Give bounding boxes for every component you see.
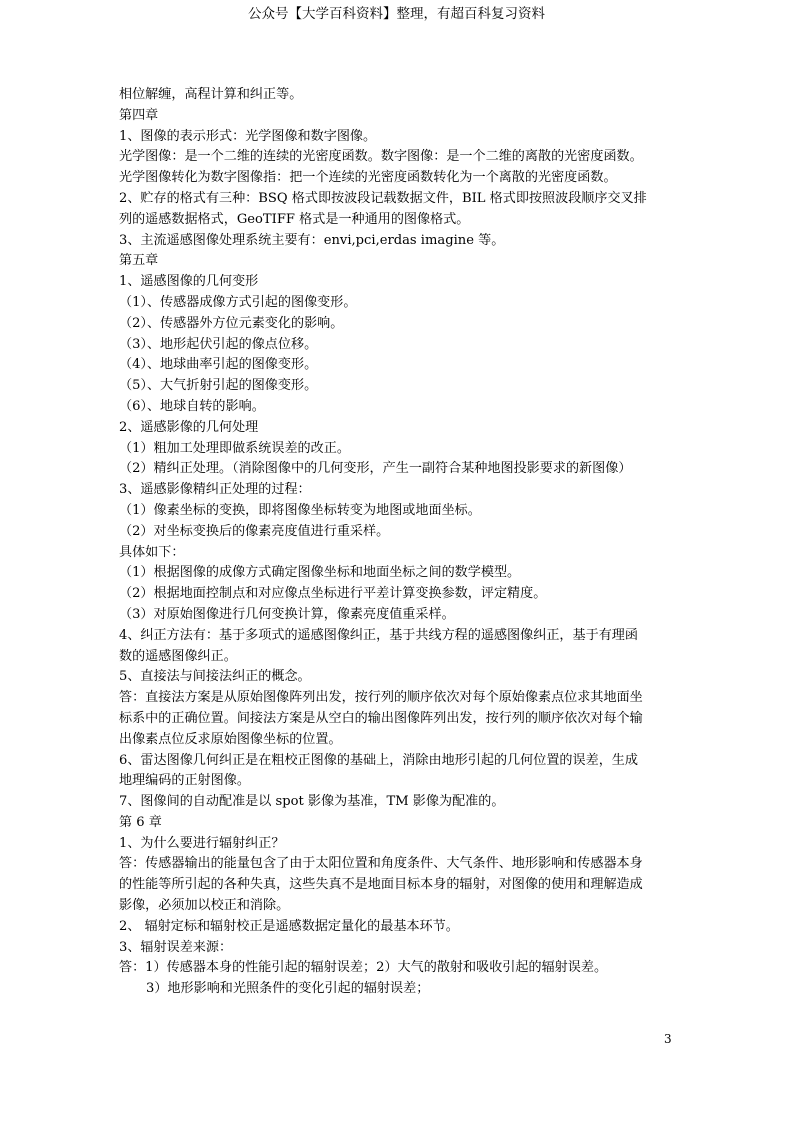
text-line: 2、贮存的格式有三种：BSQ 格式即按波段记载数据文件，BIL 格式即按照波段顺序交叉排 (119, 190, 647, 206)
text-line: 相位解缠，高程计算和纠正等。 (119, 87, 303, 102)
text-line: （2）、传感器外方位元素变化的影响。 (119, 315, 344, 331)
text-line: （1）粗加工处理即做系统误差的改正。 (119, 440, 350, 456)
text-line: 出像素点位反求原始图像坐标的位置。 (119, 731, 342, 747)
chapter-heading: 第四章 (119, 107, 159, 123)
text-line: （2）对坐标变换后的像素亮度值进行重采样。 (119, 523, 390, 539)
chapter-heading: 第五章 (119, 253, 159, 269)
text-line: 的性能等所引起的各种失真，这些失真不是地面目标本身的辐射，对图像的使用和理解造成 (119, 877, 643, 893)
text-line: （1）、传感器成像方式引起的图像变形。 (119, 294, 357, 310)
text-line: 5、直接法与间接法纠正的概念。 (119, 669, 311, 685)
text-line: 4、纠正方法有：基于多项式的遥感图像纠正，基于共线方程的遥感图像纠正，基于有理函 (119, 627, 638, 643)
text-line: 3、遥感影像精纠正处理的过程： (119, 482, 311, 498)
text-line: （3）对原始图像进行几何变换计算，像素亮度值重采样。 (119, 606, 455, 622)
text-line: （2）精纠正处理。（消除图像中的几何变形，产生一副符合某种地图投影要求的新图像） (119, 461, 632, 477)
text-line: （1）根据图像的成像方式确定图像坐标和地面坐标之间的数学模型。 (119, 565, 521, 581)
text-line: 具体如下： (119, 544, 185, 560)
text-line: （4）、地球曲率引起的图像变形。 (119, 357, 318, 373)
page-header: 公众号【大学百科资料】整理，有超百科复习资料 (248, 6, 545, 22)
text-line: （6）、地球自转的影响。 (119, 398, 265, 414)
text-line: 答：1）传感器本身的性能引起的辐射误差；2）大气的散射和吸收引起的辐射误差。 (119, 960, 608, 976)
document-body (119, 85, 679, 1000)
page-number: 3 (664, 1032, 672, 1046)
text-line: 列的遥感数据格式，GeoTIFF 格式是一种通用的图像格式。 (119, 211, 470, 227)
text-line: （5）、大气折射引起的图像变形。 (119, 378, 318, 394)
text-line: （1）像素坐标的变换，即将图像坐标转变为地图或地面坐标。 (119, 502, 481, 518)
text-line: 2、遥感影像的几何处理 (119, 419, 259, 435)
text-line: 6、雷达图像几何纠正是在粗校正图像的基础上，消除由地形引起的几何位置的误差，生成 (119, 752, 638, 768)
text-line: 地理编码的正射图像。 (119, 773, 250, 789)
text-line: 数的遥感图像纠正。 (119, 648, 237, 664)
text-line: （2）根据地面控制点和对应像点坐标进行平差计算变换参数，评定精度。 (119, 586, 547, 602)
text-line: 1、图像的表示形式：光学图像和数字图像。 (119, 128, 377, 144)
text-line: 3、主流遥感图像处理系统主要有：envi,pci,erdas imagine 等。 (119, 232, 505, 248)
text-line: 标系中的正确位置。间接法方案是从空白的输出图像阵列出发，按行列的顺序依次对每个输 (119, 710, 643, 726)
chapter-heading: 第 6 章 (119, 814, 162, 830)
text-line: 2、 辐射定标和辐射校正是遥感数据定量化的最基本环节。 (119, 918, 459, 934)
text-line: 7、图像间的自动配准是以 spot 影像为基准，TM 影像为配准的。 (119, 794, 505, 810)
text-line: 1、遥感图像的几何变形 (119, 274, 259, 290)
text-line: 答：传感器输出的能量包含了由于太阳位置和角度条件、大气条件、地形影响和传感器本身 (119, 856, 643, 872)
text-line: 1、为什么要进行辐射纠正？ (119, 835, 285, 851)
text-line: 影像，必须加以校正和消除。 (119, 898, 290, 914)
text-line: 光学图像转化为数字图像指：把一个连续的光密度函数转化为一个离散的光密度函数。 (119, 170, 617, 186)
text-line: 答：直接法方案是从原始图像阵列出发，按行列的顺序依次对每个原始像素点位求其地面坐 (119, 690, 643, 706)
text-line: （3）、地形起伏引起的像点位移。 (119, 336, 318, 352)
text-line: 光学图像：是一个二维的连续的光密度函数。数字图像：是一个二维的离散的光密度函数。 (119, 149, 643, 165)
text-line: 3）地形影响和光照条件的变化引起的辐射误差； (146, 981, 430, 997)
text-line: 3、辐射误差来源： (119, 939, 233, 955)
